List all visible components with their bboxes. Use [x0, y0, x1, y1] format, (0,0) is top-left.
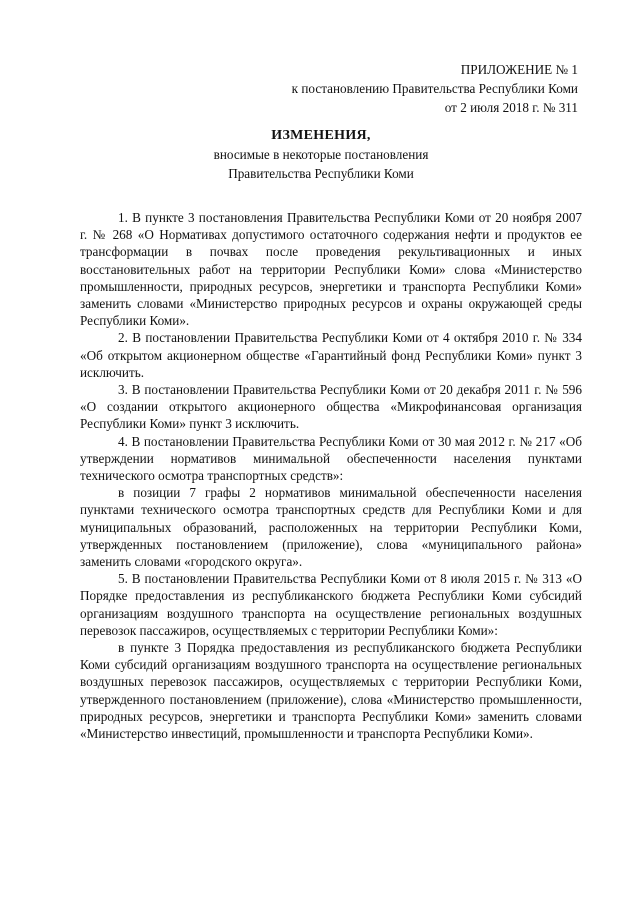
paragraph-2: 2. В постановлении Правительства Республики Коми от 4 октября 2010 г. № 334 «Об открытом акционерном обществе «Гарантийный фонд Республики Коми» пункт 3 исключить.	[80, 330, 582, 380]
document-heading	[60, 126, 582, 183]
document-title: ИЗМЕНЕНИЯ,	[271, 128, 371, 143]
appendix-date: от 2 июля 2018 г. № 311	[444, 100, 578, 115]
document-body	[80, 209, 582, 742]
appendix-header	[292, 60, 578, 117]
paragraph-3: 3. В постановлении Правительства Республики Коми от 20 декабря 2011 г. № 596 «О создании открытого акционерного общества «Микрофинансовая организация Республики Коми» пункт 3 исключить.	[80, 382, 582, 432]
paragraph-1: 1. В пункте 3 постановления Правительства Республики Коми от 20 ноября 2007 г. № 268 «О Нормативах допустимого остаточного содержания нефти и продуктов ее трансформации в почвах после проведения рекультивационных и иных восстановительных работ на территории Республики Коми» слова «Министерство промышленности, природных ресурсов, энергетики и транспорта Республики Коми» заменить словами «Министерство природных ресурсов и охраны окружающей среды Республики Коми».	[80, 210, 582, 329]
paragraph-5-subitem: в пункте 3 Порядка предоставления из республиканского бюджета Республики Коми субсидий организациям воздушного транспорта на осуществление региональных воздушных перевозок пассажиров, осуществляемых с территории Республики Коми, утвержденного постановлением (приложение), слова «Министерство промышленности, природных ресурсов, энергетики и транспорта Республики Коми» заменить словами «Министерство инвестиций, промышленности и транспорта Республики Коми».	[80, 640, 582, 742]
appendix-reference: к постановлению Правительства Республики Коми	[291, 81, 578, 96]
document-subtitle-line-2: Правительства Республики Коми	[228, 166, 414, 181]
paragraph-5: 5. В постановлении Правительства Республики Коми от 8 июля 2015 г. № 313 «О Порядке предоставления из республиканского бюджета Республики Коми субсидий организациям воздушного транспорта на осуществление региональных воздушных перевозок пассажиров, осуществляемых с территории Республики Коми»:	[80, 571, 582, 638]
paragraph-4-subitem: в позиции 7 графы 2 нормативов минимальной обеспеченности населения пунктами технического осмотра транспортных средств для Республики Коми и для муниципальных образований, расположенных на территории Республики Коми, утвержденных постановлением (приложение), слова «муниципального района» заменить словами «городского округа».	[80, 485, 582, 570]
paragraph-4: 4. В постановлении Правительства Республики Коми от 30 мая 2012 г. № 217 «Об утверждении нормативов минимальной обеспеченности населения пунктами технического осмотра транспортных средств»:	[80, 433, 582, 484]
appendix-number: ПРИЛОЖЕНИЕ № 1	[460, 62, 578, 77]
document-subtitle-line-1: вносимые в некоторые постановления	[213, 147, 429, 162]
